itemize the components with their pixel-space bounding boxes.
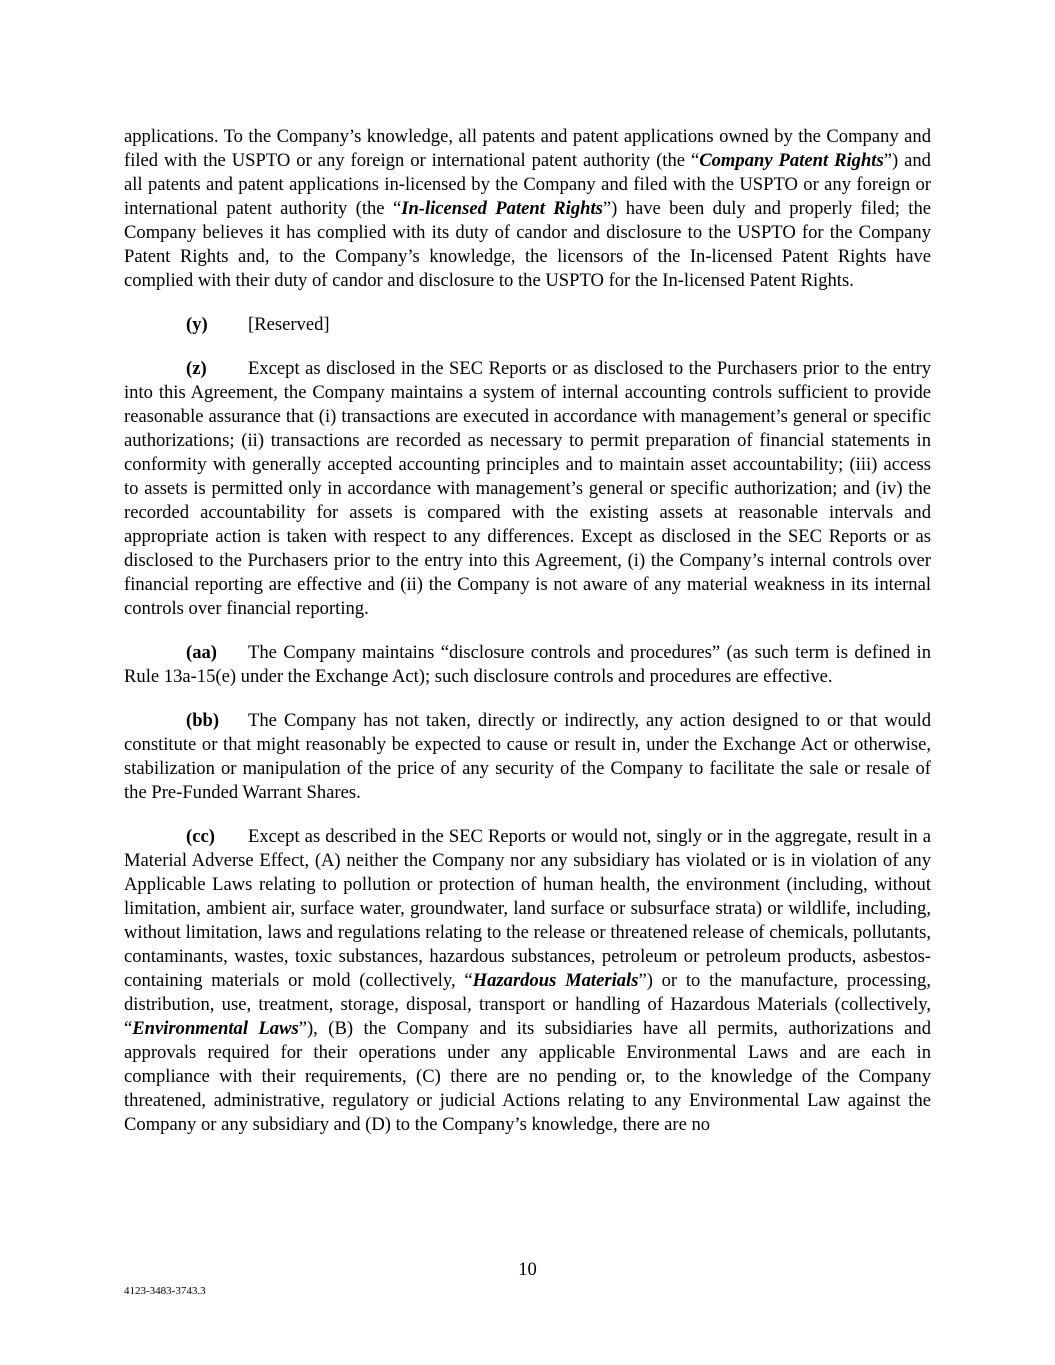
paragraph-text: The Company has not taken, directly or indirectly, any action designed to or that would constitute or that might reasonably be expected to cause or result in, under the Exchange Act or otherwise, stabilization or manipulation of the price of any security of the Company to facilitate the sale or resale of the Pre-Funded Warrant Shares. bbox=[124, 710, 931, 803]
document-id: 4123-3483-3743.3 bbox=[124, 1285, 206, 1297]
paragraph-text: ”) and all patents and patent applications in-licensed by the Company and filed with the USPTO or any foreign or international patent authority (the “ bbox=[124, 150, 931, 219]
page-number: 10 bbox=[518, 1259, 537, 1280]
paragraph-bb bbox=[124, 709, 931, 805]
defined-term-environmental-laws: Environmental Laws bbox=[132, 1018, 299, 1039]
paragraph-z bbox=[124, 357, 931, 621]
paragraph-text: [Reserved] bbox=[248, 314, 330, 335]
defined-term-company-patent-rights: Company Patent Rights bbox=[699, 150, 884, 171]
paragraph-aa bbox=[124, 641, 931, 689]
section-label: (bb) bbox=[186, 710, 220, 731]
paragraph-text: ”) or to the manufacture, processing, distribution, use, treatment, storage, disposal, transport or handling of Hazardous Materials (collectively, “ bbox=[124, 970, 931, 1039]
paragraph-text: ”) have been duly and properly filed; the Company believes it has complied with its duty of candor and disclosure to the USPTO for the Company Patent Rights and, to the Company’s knowledge, the licensors of the In-licensed Patent Rights have complied with their duty of candor and disclosure to the USPTO for the In-licensed Patent Rights. bbox=[124, 198, 931, 291]
section-label: (z) bbox=[186, 358, 207, 379]
paragraph-text: Except as described in the SEC Reports or would not, singly or in the aggregate, result in a Material Adverse Effect, (A) neither the Company nor any subsidiary has violated or is in violation of any Applicable Laws relating to pollution or protection of human health, the environment (including, without limitation, ambient air, surface water, groundwater, land surface or subsurface strata) or wildlife, including, without limitation, laws and regulations relating to the release or threatened release of chemicals, pollutants, contaminants, wastes, toxic substances, hazardous substances, petroleum or petroleum products, asbestos-containing materials or mold (collectively, “ bbox=[124, 826, 931, 991]
section-label: (aa) bbox=[186, 642, 217, 663]
paragraph-cc bbox=[124, 825, 931, 1137]
paragraph-text: ”), (B) the Company and its subsidiaries have all permits, authorizations and approvals required for their operations under any applicable Environmental Laws and are each in compliance with their requirements, (C) there are no pending or, to the knowledge of the Company threatened, administrative, regulatory or judicial Actions relating to any Environmental Law against the Company or any subsidiary and (D) to the Company’s knowledge, there are no bbox=[124, 1018, 931, 1135]
section-label: (cc) bbox=[186, 826, 215, 847]
paragraph-text: applications. To the Company’s knowledge, all patents and patent applications owned by the Company and filed with the USPTO or any foreign or international patent authority (the “ bbox=[124, 126, 931, 171]
defined-term-hazardous-materials: Hazardous Materials bbox=[472, 970, 639, 991]
defined-term-in-licensed-patent-rights: In-licensed Patent Rights bbox=[401, 198, 603, 219]
paragraph-text: Except as disclosed in the SEC Reports or as disclosed to the Purchasers prior to the entry into this Agreement, the Company maintains a system of internal accounting controls sufficient to provide reasonable assurance that (i) transactions are executed in accordance with management’s general or specific authorizations; (ii) transactions are recorded as necessary to permit preparation of financial statements in conformity with generally accepted accounting principles and to maintain asset accountability; (iii) access to assets is permitted only in accordance with management’s general or specific authorization; and (iv) the recorded accountability for assets is compared with the existing assets at reasonable intervals and appropriate action is taken with respect to any differences. Except as disclosed in the SEC Reports or as disclosed to the Purchasers prior to the entry into this Agreement, (i) the Company’s internal controls over financial reporting are effective and (ii) the Company is not aware of any material weakness in its internal controls over financial reporting. bbox=[124, 358, 931, 619]
document-page bbox=[124, 125, 931, 1137]
paragraph-x-continuation bbox=[124, 125, 931, 293]
section-label: (y) bbox=[186, 314, 208, 335]
paragraph-text: The Company maintains “disclosure controls and procedures” (as such term is defined in Rule 13a-15(e) under the Exchange Act); such disclosure controls and procedures are effective. bbox=[124, 642, 931, 687]
paragraph-y bbox=[124, 313, 931, 337]
